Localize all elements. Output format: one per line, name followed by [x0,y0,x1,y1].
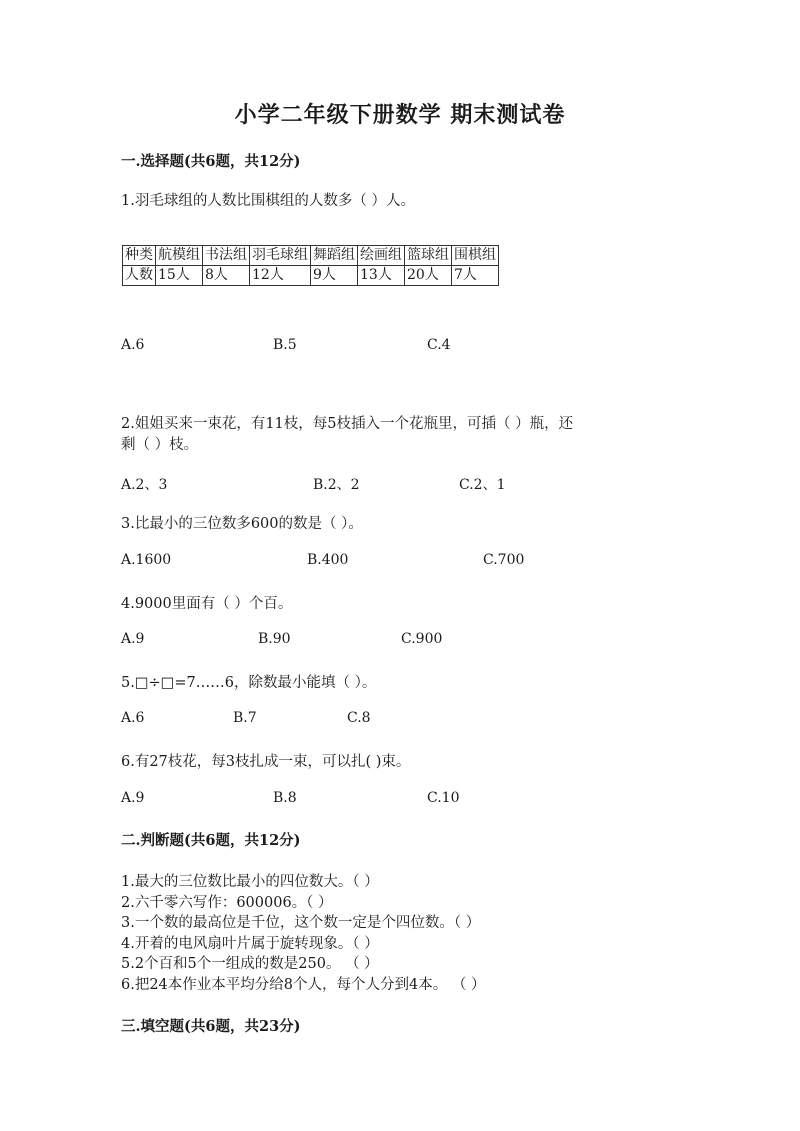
judge-item: 4.开着的电风扇叶片属于旋转现象。（ ） [121,936,379,952]
table-cell: 羽毛球组 [250,246,311,266]
table-cell: 15人 [156,266,203,286]
option-a: A.1600 [121,552,172,568]
option-b: B.5 [273,337,297,353]
table-cell: 舞蹈组 [311,246,358,266]
table-cell: 9人 [311,266,358,286]
option-c: C.900 [401,631,443,647]
judge-item: 3.一个数的最高位是千位，这个数一定是个四位数。（ ） [121,915,481,931]
option-c: C.4 [427,337,451,353]
question-3: 3.比最小的三位数多600的数是（ ）。 [121,516,363,532]
question-6: 6.有27枝花，每3枝扎成一束，可以扎( )束。 [121,754,411,770]
option-b: B.7 [233,710,257,726]
question-5: 5.□÷□=7……6，除数最小能填（ ）。 [121,675,377,691]
section-heading-choice: 一.选择题(共6题，共12分) [121,153,301,170]
data-table [122,245,499,286]
option-b: B.8 [273,790,297,806]
judge-item: 6.把24本作业本平均分给8个人，每个人分到4本。 （ ） [121,977,486,993]
table-cell: 篮球组 [405,246,452,266]
table-cell: 人数 [123,266,156,286]
table-cell: 围棋组 [452,246,499,266]
option-b: B.400 [307,552,349,568]
judge-item: 5.2个百和5个一组成的数是250。 （ ） [121,956,379,972]
table-cell: 航模组 [156,246,203,266]
question-4: 4.9000里面有（ ）个百。 [121,596,293,612]
option-c: C.700 [483,552,525,568]
judge-item: 2.六千零六写作：600006。（ ） [121,895,333,911]
table-cell: 13人 [358,266,405,286]
option-a: A.6 [121,337,145,353]
table-cell: 绘画组 [358,246,405,266]
section-heading-judge: 二.判断题(共6题，共12分) [121,832,301,849]
table-row [123,266,499,286]
option-c: C.8 [347,710,371,726]
table-cell: 书法组 [203,246,250,266]
question-2: 2.姐姐买来一束花，有11枝，每5枝插入一个花瓶里，可插（ ）瓶，还 [121,416,574,432]
option-a: A.2、3 [121,477,168,493]
table-cell: 20人 [405,266,452,286]
table-cell: 12人 [250,266,311,286]
table-cell: 7人 [452,266,499,286]
option-b: B.2、2 [313,477,360,493]
judge-item: 1.最大的三位数比最小的四位数大。（ ） [121,874,379,890]
option-a: A.9 [121,790,145,806]
table-cell: 8人 [203,266,250,286]
section-heading-fill: 三.填空题(共6题，共23分) [121,1018,301,1035]
option-b: B.90 [258,631,291,647]
option-c: C.2、1 [459,477,506,493]
table-row [123,246,499,266]
question-1: 1.羽毛球组的人数比围棋组的人数多（ ）人。 [121,193,415,209]
option-a: A.6 [121,710,145,726]
table-cell: 种类 [123,246,156,266]
page-title: 小学二年级下册数学 期末测试卷 [234,102,566,128]
question-2-cont: 剩（ ）枝。 [121,437,199,453]
option-c: C.10 [427,790,460,806]
option-a: A.9 [121,631,145,647]
